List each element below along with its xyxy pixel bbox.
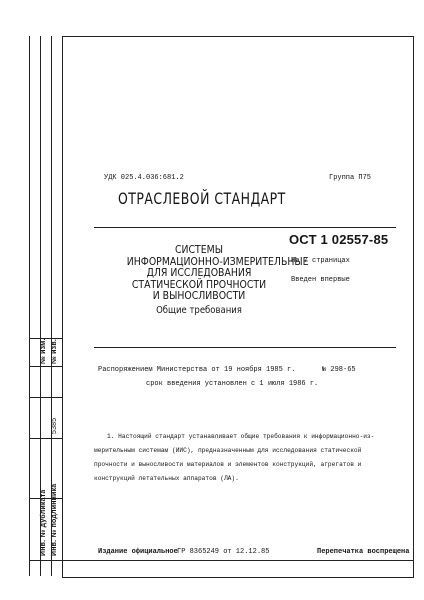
document-title: ОТРАСЛЕВОЙ СТАНДАРТ xyxy=(118,189,286,208)
subject-line: И ВЫНОСЛИВОСТИ xyxy=(152,289,246,302)
subject-block xyxy=(114,243,309,316)
strip-label-izm: № изм. xyxy=(40,338,47,364)
subtitle: Общие требования xyxy=(156,304,242,316)
footer-gr: ГР 8365249 от 12.12.85 xyxy=(177,548,270,556)
effective-date: срок введения установлен с 1 июля 1986 г. xyxy=(146,380,319,388)
strip-divider xyxy=(29,397,62,398)
body-line: конструкций летательных аппаратов (ЛА). xyxy=(94,475,239,482)
body-line: прочности и выносливости материалов и элементов конструкций, агрегатов и xyxy=(94,461,362,468)
footer-rule xyxy=(62,560,413,561)
strip-divider xyxy=(29,438,62,439)
strip-label-inv-podl: Инв. № подлинника xyxy=(51,483,58,556)
footer-edition: Издание официальное xyxy=(98,548,178,556)
introduced-note: Введен впервые xyxy=(291,276,350,284)
order-number: № 298-65 xyxy=(322,366,356,374)
subject-line: СИСТЕМЫ xyxy=(175,243,223,256)
order-text: Распоряжением Министерства от 19 ноября 1985 г. xyxy=(98,366,296,374)
page-count: На 7 страницах xyxy=(291,257,350,265)
standard-number: ОСТ 1 02557-85 xyxy=(289,232,389,247)
subject-line: ИНФОРМАЦИОННО-ИЗМЕРИТЕЛЬНЫЕ xyxy=(126,254,309,268)
strip-divider xyxy=(29,560,62,561)
title-rule xyxy=(94,227,396,228)
subject-line: ДЛЯ ИССЛЕДОВАНИЯ xyxy=(146,266,252,279)
strip-label-izv: № изв. xyxy=(51,339,58,364)
footer-reprint: Перепечатка воспрещена xyxy=(317,548,410,556)
udk-code: УДК 025.4.036:681.2 xyxy=(104,174,184,182)
strip-label-inv-dubl: Инв. № дубликата xyxy=(40,489,47,556)
body-line: мерительным системам (ИИС), предназначенным для исследования статической xyxy=(94,447,362,454)
subject-line: СТАТИЧЕСКОЙ ПРОЧНОСТИ xyxy=(131,277,267,291)
body-line: 1. Настоящий стандарт устанавливает общие требования к информационно-из- xyxy=(107,433,375,440)
order-rule xyxy=(94,347,396,348)
strip-inv-number: 5385 xyxy=(51,417,58,434)
strip-divider xyxy=(29,366,62,367)
group-code: Группа П75 xyxy=(329,174,372,182)
